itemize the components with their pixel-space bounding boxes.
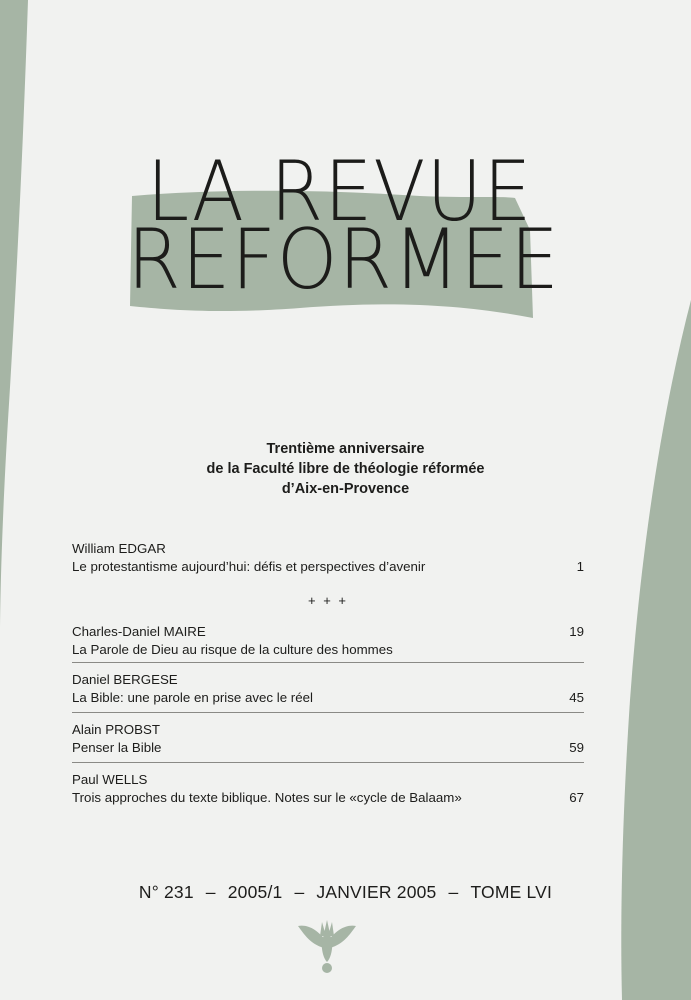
issue-subtitle [0, 439, 691, 499]
issue-info [0, 882, 691, 903]
toc-page: 1 [576, 559, 584, 574]
toc-page: 45 [569, 690, 584, 705]
toc-author: Alain PROBST [72, 722, 160, 737]
dove-icon [296, 912, 358, 982]
toc-separator: + + + [308, 593, 348, 608]
toc-entry [72, 771, 584, 807]
toc-author: William EDGAR [72, 541, 166, 556]
toc-divider [72, 662, 584, 663]
toc-entry [72, 671, 584, 707]
toc-title: Trois approches du texte biblique. Notes sur le «cycle de Balaam» [72, 790, 462, 805]
toc-page: 67 [569, 790, 584, 805]
toc-page: 19 [569, 624, 584, 639]
masthead-line-1: LA REVUE [146, 143, 533, 240]
issue-number: N° 231 [138, 882, 194, 902]
dash-separator: – [294, 882, 305, 902]
toc-entry [72, 721, 584, 757]
toc-title: La Parole de Dieu au risque de la culture des hommes [72, 642, 393, 657]
subtitle-line: Trentième anniversaire [266, 441, 425, 457]
toc-title: Penser la Bible [72, 740, 162, 755]
issue-year: 2005/1 [227, 882, 283, 902]
toc-entry [72, 623, 584, 659]
toc-page: 59 [569, 740, 584, 755]
toc-title: Le protestantisme aujourd’hui: défis et perspectives d’avenir [72, 559, 426, 574]
dash-separator: – [448, 882, 459, 902]
toc-divider [72, 712, 584, 713]
toc-entry [72, 540, 584, 576]
issue-tome: TOME LVI [470, 882, 553, 902]
issue-date: JANVIER 2005 [316, 882, 437, 902]
subtitle-line: de la Faculté libre de théologie réformée [206, 461, 485, 477]
dash-separator: – [205, 882, 216, 902]
toc-title: La Bible: une parole en prise avec le réel [72, 690, 313, 705]
subtitle-line: d’Aix-en-Provence [281, 481, 410, 497]
toc-author: Charles-Daniel MAIRE [72, 624, 206, 639]
toc-divider [72, 762, 584, 763]
masthead-line-2: REFORMEE [127, 211, 560, 308]
toc-author: Daniel BERGESE [72, 672, 178, 687]
left-green-stripe [0, 0, 28, 640]
toc-author: Paul WELLS [72, 772, 148, 787]
